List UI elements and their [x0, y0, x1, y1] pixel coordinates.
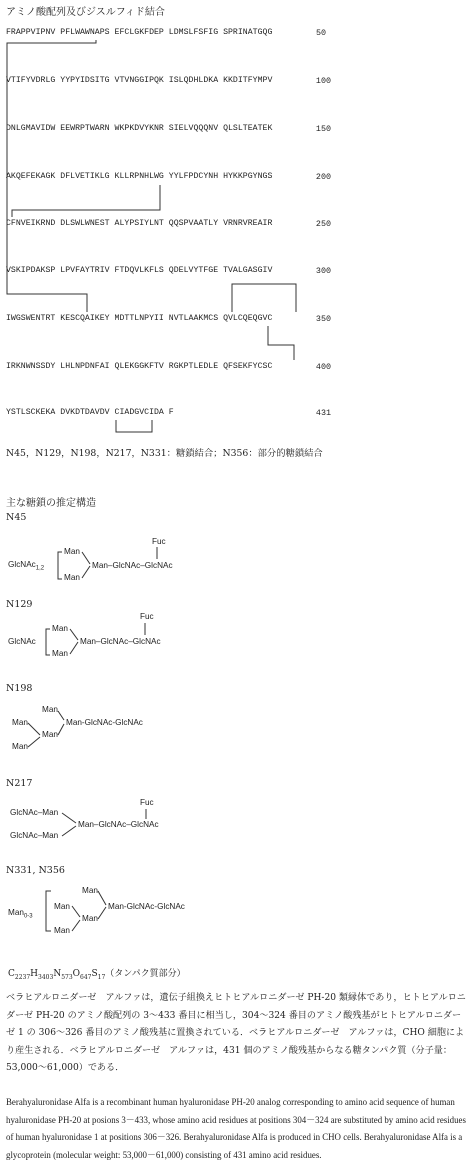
sequence-line-8: IRKNWNSSDY LHLNPDNFAI QLEKGGKFTV RGKPTLEDLE QFSEKFYCSC [6, 362, 273, 371]
n198-outer-bottom-man: Man [12, 718, 28, 727]
sequence-number-9: 431 [315, 408, 331, 418]
n129-bottom-man: Man [52, 649, 68, 658]
n198-outer-top-man: Man [42, 705, 58, 714]
sequence-number-4: 200 [315, 172, 331, 182]
sequence-title: アミノ酸配列及びジスルフィド結合 [6, 7, 165, 18]
n198-mid-man: Man [42, 730, 58, 739]
n217-fuc: Fuc [140, 798, 154, 807]
n331-upper-man: Man [82, 886, 98, 895]
n198-extra-man: Man [12, 742, 28, 751]
sequence-line-6: VSKIPDAKSP LPVFAYTRIV FTDQVLKFLS QDELVYTFGE TVALGASGIV [6, 266, 273, 275]
site-label-n45: N45 [6, 512, 27, 523]
n198-core: Man-GlcNAc-GlcNAc [66, 718, 143, 727]
n331-top-man: Man [54, 902, 70, 911]
sequence-number-6: 300 [315, 266, 331, 276]
n217-core: Man–GlcNAc–GlcNAc [78, 820, 159, 829]
n45-root: GlcNAc$_{1,2}$ [8, 560, 45, 572]
n217-top: GlcNAc–Man [10, 808, 59, 817]
sequence-number-7: 350 [315, 314, 331, 324]
site-label-n129: N129 [6, 599, 33, 610]
sequence-line-7: IWGSWENTRT KESCQAIKEY MDTTLNPYII NVTLAAKMCS QVLCQEQGVC [6, 314, 273, 323]
n129-root: GlcNAc [8, 637, 36, 646]
n331-root: Man$_{0-3}$ [8, 908, 33, 920]
n45-top-man: Man [64, 547, 80, 556]
n129-top-man: Man [52, 624, 68, 633]
sequence-line-5: CFNVEIKRND DLSWLWNEST ALYPSIYLNT QQSPVAATLY VRNRVREAIR [6, 219, 273, 228]
sequence-line-1: FRAPPVIPNV PFLWAWNAPS EFCLGKFDEP LDMSLFSFIG SPRINATGQG [6, 28, 273, 37]
site-label-n198: N198 [6, 683, 33, 694]
glycosylation-note: N45，N129，N198，N217，N331：糖鎖結合；N356：部分的糖鎖結合 [6, 448, 323, 459]
sequence-line-4: AKQEFEKAGK DFLVETIKLG KLLRPNHLWG YYLFPDCYNH HYKKPGYNGS [6, 172, 273, 181]
site-label-n217: N217 [6, 778, 33, 789]
sequence-number-3: 150 [315, 124, 331, 134]
n45-core: Man–GlcNAc–GlcNAc [92, 561, 173, 570]
n45-bottom-man: Man [64, 573, 80, 582]
molecular-formula: $C_{2237}H_{3403}N_{573}O_{647}S_{17}$（タンパク質部分） [8, 969, 186, 981]
n129-fuc: Fuc [140, 612, 154, 621]
site-label-n331-n356: N331, N356 [6, 865, 65, 876]
description-english: Berahyaluronidase Alfa is a recombinant human hyaluronidase PH-20 analog corresponding to amino acid sequence of human hyaluronidase PH-20 at posions 3－433, whose amino acid residues at positions 304－324 are substituted by amino acid residues of human hyaluronidase 1 at positions 306－326. Berahyaluronidase Alfa is produced in CHO cells. Berahyaluronidase Alfa is a glycoprotein (molecular weight: 53,000－61,000) consisting of 431 amino acid residues. [6, 1097, 466, 1160]
n129-core: Man–GlcNAc–GlcNAc [80, 637, 161, 646]
sequence-number-8: 400 [315, 362, 331, 372]
formula-suffix: （タンパク質部分） [105, 969, 186, 979]
glycan-title: 主な糖鎖の推定構造 [6, 498, 96, 509]
n331-core: Man-GlcNAc-GlcNAc [108, 902, 185, 911]
n45-fuc: Fuc [152, 537, 166, 546]
sequence-line-9: YSTLSCKEKA DVKDTDAVDV CIADGVCIDA F [6, 408, 174, 417]
disulfide-bonds [0, 0, 474, 440]
n217-bottom: GlcNAc–Man [10, 831, 59, 840]
n331-mid-man: Man [82, 914, 98, 923]
description-japanese: ベラヒアルロニダーゼ アルファは，遺伝子組換えヒトヒアルロニダーゼ PH-20 類縁体であり，ヒトヒアルロニダーゼ PH-20 のアミノ酸配列の 3～433 番目に相当し，304～324 番目のアミノ酸残基がヒトヒアルロニダーゼ 1 の 306～326 番目のアミノ酸残基に置換されている．ベラヒアルロニダーゼ アルファは，CHO 細胞により産生される．ベラヒアルロニダーゼ アルファは，431 個のアミノ酸残基からなる糖タンパク質（分子量：53,000～61,000）である． [6, 993, 466, 1073]
n331-bottom-man: Man [54, 926, 70, 935]
sequence-line-3: DNLGMAVIDW EEWRPTWARN WKPKDVYKNR SIELVQQQNV QLSLTEATEK [6, 124, 273, 133]
sequence-number-5: 250 [315, 219, 331, 229]
sequence-number-2: 100 [315, 76, 331, 86]
sequence-number-1: 50 [315, 28, 326, 38]
sequence-line-2: VTIFYVDRLG YYPYIDSITG VTVNGGIPQK ISLQDHLDKA KKDITFYMPV [6, 76, 273, 85]
